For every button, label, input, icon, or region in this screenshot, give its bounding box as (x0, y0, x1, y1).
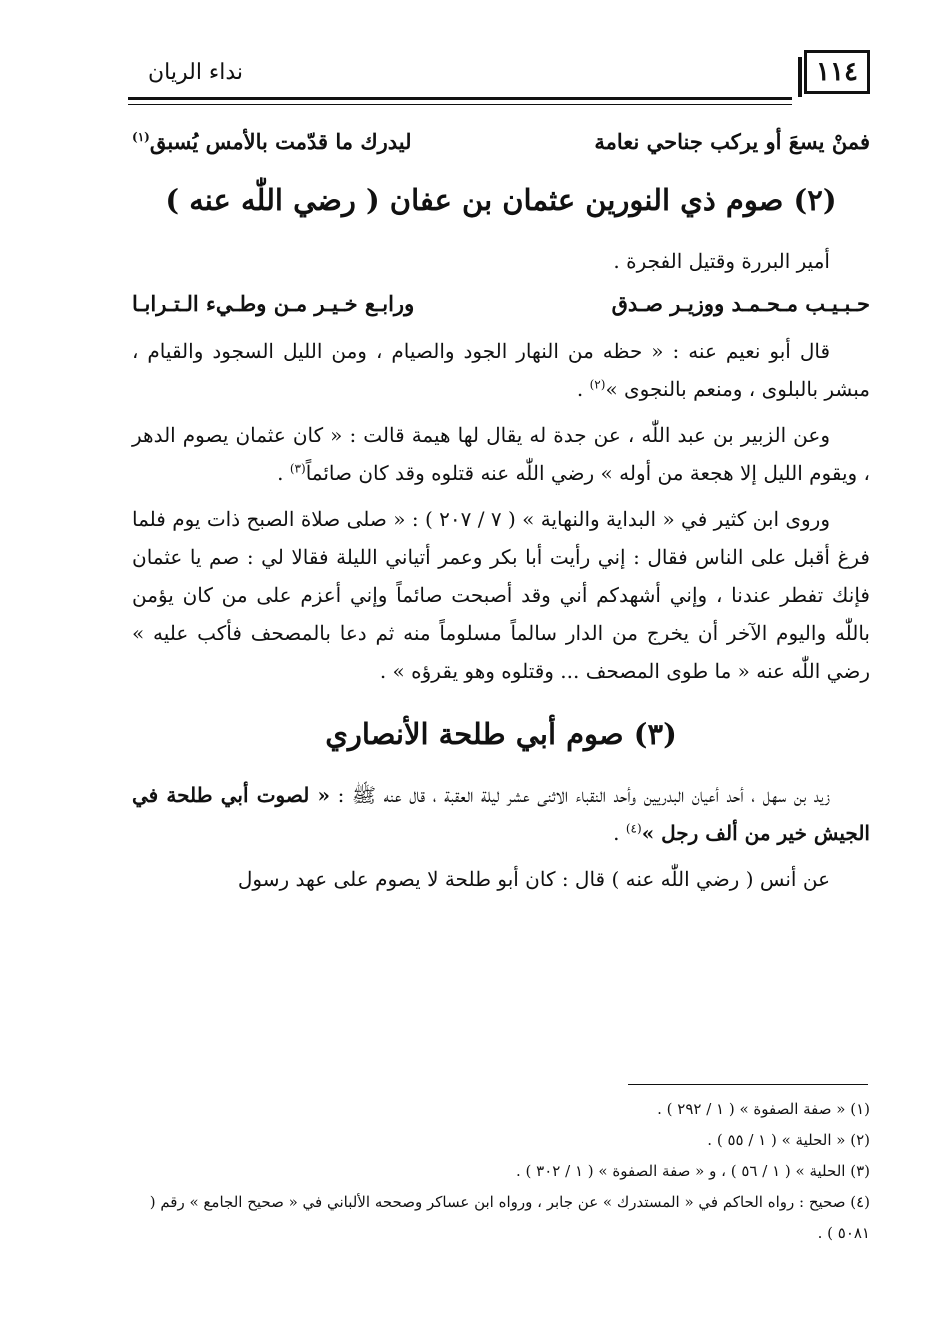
page-content (132, 118, 870, 906)
section-2-paragraph-2 (132, 416, 870, 492)
section-2-paragraph-3 (132, 500, 870, 690)
hadith-quote: « لصوت أبي طلحة في الجيش خير من ألف رجل » (132, 783, 870, 845)
footnote-ref-4: (٤) (625, 821, 642, 836)
verse-1-second-text: ليدرك ما قدّمت بالأمس يُسبق (149, 129, 412, 154)
verse-2-first-hemistich: حـبـيـب مـحـمـد ووزيـر صـدق (611, 291, 870, 316)
header-rule-thin (128, 104, 792, 105)
section-2-intro-text: أمير البررة وقتيل الفجرة . (613, 249, 830, 273)
verse-1-second-hemistich (132, 122, 412, 162)
section-2-paragraph-1-end: . (576, 377, 590, 401)
header-rule (128, 97, 792, 100)
section-2-paragraph-2-text: وعن الزبير بن عبد اللّٰه ، عن جدة له يقال لها هيمة قالت : « كان عثمان يصوم الدهر ، ويقوم الليل إلا هجعة من أوله » رضي اللّٰه عنه قتلوه وقد كان صائماً (132, 423, 870, 485)
page-number: ١١٤ (804, 50, 870, 94)
section-3-paragraph-1-text: زيد بن سهل ، أحد أعيان البدريين وأحد النقباء الاثنى عشر ليلة العقبة ، قال عنه ﷺ : (330, 783, 830, 807)
footnote-4: (٤) صحيح : رواه الحاكم في « المستدرك » عن جابر ، ورواه ابن عساكر وصححه الألباني في « صحيح الجامع » رقم ( ٥٠٨١ ) . (149, 1193, 870, 1242)
section-2-paragraph-1 (132, 332, 870, 408)
section-3-paragraph-1 (132, 776, 870, 852)
footnote-3: (٣) الحلية » ( ١ / ٥٦ ) ، و « صفة الصفوة » ( ١ / ٣٠٢ ) . (516, 1162, 870, 1180)
section-2-paragraph-3-text: وروى ابن كثير في « البداية والنهاية » ( ٧ / ٢٠٧ ) : « صلى صلاة الصبح ذات يوم فلما فرغ أقبل على الناس فقال : إني رأيت أبا بكر وعمر أتياني الليلة فقالا لي : صم يا عثمان فإنك تفطر عندنا ، وإني أشهدكم أني وقد أصبحت صائماً وإني أعزم على من كان يؤمن باللّٰه واليوم الآخر أن يخرج من الدار سالماً مسلوماً منه ثم دعا بالمصحف فأكب عليه » رضي اللّٰه عنه « ما طوى المصحف ... وقتلوه وهو يقرؤه » . (132, 507, 870, 683)
section-3-heading: (٣) صوم أبي طلحة الأنصاري (325, 717, 677, 751)
footnote-1: (١) « صفة الصفوة » ( ١ / ٢٩٢ ) . (657, 1100, 870, 1118)
section-2-heading: (٢) صوم ذي النورين عثمان بن عفان ( رضي اللّٰه عنه ) (165, 183, 837, 217)
verse-2-second-hemistich: ورابـع خـيـر مـن وطـيء الـتـرابـا (132, 291, 415, 316)
verse-line-1 (132, 122, 870, 162)
footnotes (136, 1094, 870, 1249)
footnote-separator (628, 1084, 868, 1085)
section-3-paragraph-1-end: . (613, 821, 626, 845)
footnote-ref-3: (٣) (289, 461, 306, 476)
verse-line-2 (132, 284, 870, 324)
page-header (128, 44, 870, 100)
section-3-paragraph-2 (132, 860, 870, 898)
section-2-paragraph-2-end: . (277, 461, 290, 485)
section-2-intro (132, 242, 870, 280)
footnote-ref-1: (١) (132, 130, 150, 144)
footnote-2: (٢) « الحلية » ( ١ / ٥٥ ) . (707, 1131, 870, 1149)
section-3-paragraph-2-text: عن أنس ( رضي اللّٰه عنه ) قال : كان أبو طلحة لا يصوم على عهد رسول (237, 867, 830, 891)
section-2-paragraph-1-text: قال أبو نعيم عنه : « حظه من النهار الجود والصيام ، ومن الليل السجود والقيام ، مبشر بالبلوى ، ومنعم بالنجوى » (132, 339, 870, 401)
footnote-ref-2: (٢) (589, 377, 606, 392)
verse-1-first-hemistich: فمنْ يسعَ أو يركب جناحي نعامة (594, 129, 870, 154)
running-title: نداء الريان (148, 60, 244, 85)
